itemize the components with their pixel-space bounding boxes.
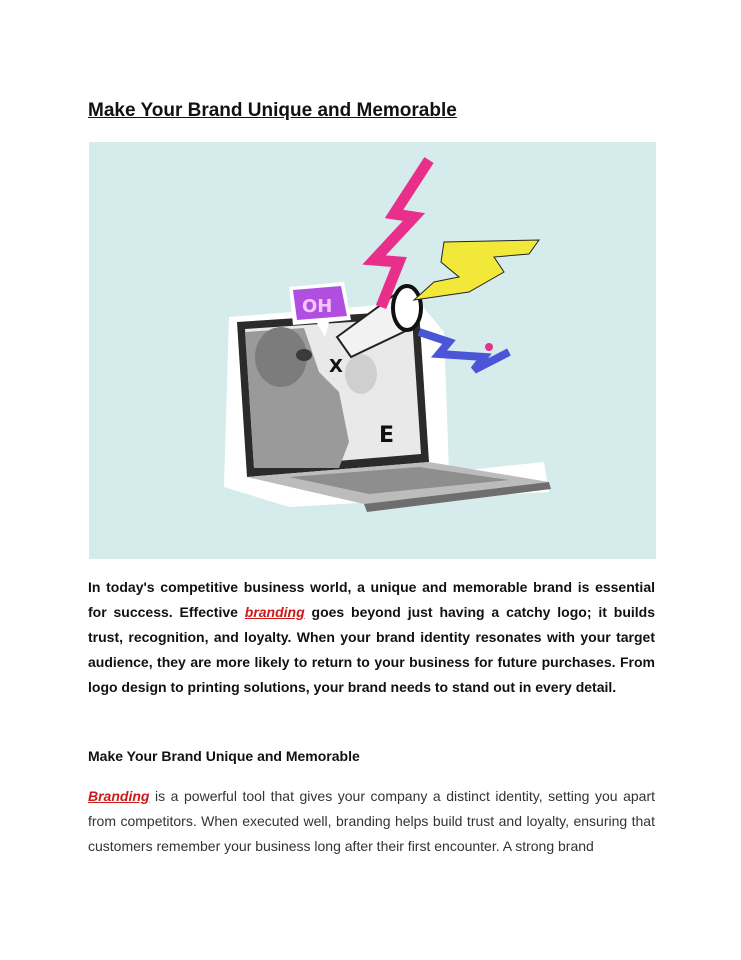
pink-zigzag-decor	[374, 160, 429, 307]
hero-image	[89, 142, 656, 559]
section-heading: Make Your Brand Unique and Memorable	[88, 748, 360, 764]
page-title: Make Your Brand Unique and Memorable	[88, 100, 457, 121]
person-mouth	[296, 349, 312, 361]
intro-text-start: In today's competitive business world, a unique and memorable brand is essential for success. Effective	[88, 579, 655, 620]
hero-illustration	[89, 142, 656, 559]
intro-text-end: goes beyond just having a catchy logo; it builds trust, recognition, and loyalty. When your brand identity resonates with your target audience, they are more likely to return to your business for future purchases. From logo design to printing solutions, your brand needs to stand out in every detail.	[88, 604, 655, 695]
intro-paragraph	[88, 575, 655, 700]
fist	[345, 354, 377, 394]
megaphone-bell	[393, 286, 421, 330]
screen-letters-decor-2: X	[329, 356, 343, 377]
screen-letters-decor: E	[379, 423, 395, 448]
body-text: is a powerful tool that gives your company a distinct identity, setting you apart from competitors. When executed well, branding helps build trust and loyalty, ensuring that customers remember your business long after their first encounter. A strong brand	[88, 788, 655, 854]
branding-link[interactable]: branding	[244, 604, 305, 620]
branding-link-2[interactable]: Branding	[88, 788, 150, 804]
speech-bubble-text: OH	[302, 296, 333, 317]
body-paragraph	[88, 784, 655, 859]
yellow-zigzag-decor	[414, 240, 539, 300]
decor-dot	[485, 343, 493, 351]
